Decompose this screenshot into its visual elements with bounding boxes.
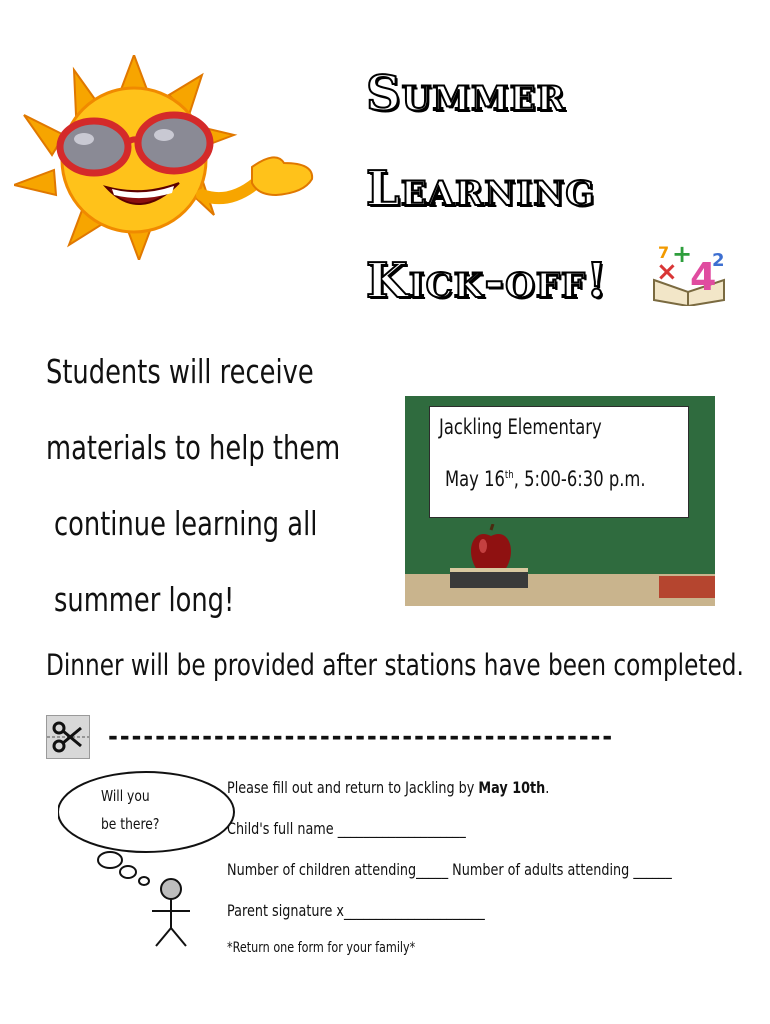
- sun-with-sunglasses-icon: [14, 55, 324, 260]
- form-instruction-suffix: .: [545, 778, 550, 797]
- cut-line: -------------------------------------------: [108, 722, 615, 752]
- svg-text:7: 7: [658, 243, 670, 262]
- return-note: *Return one form for your family*: [227, 940, 416, 956]
- event-date: May 16: [445, 467, 505, 491]
- chalk-box: [659, 576, 715, 598]
- scissors-box: [46, 715, 90, 759]
- attendance-field: Number of children attending_____ Number of adults attending ______: [227, 860, 672, 879]
- thought-line-1: Will you: [101, 787, 150, 805]
- stick-figure-icon: [148, 878, 194, 948]
- math-book-icon: [650, 240, 730, 306]
- dinner-note: Dinner will be provided after stations have been completed.: [46, 648, 744, 682]
- svg-text:×: ×: [656, 257, 678, 287]
- title-line-1: Summer: [366, 66, 566, 122]
- chalkboard-image: [405, 396, 715, 606]
- eraser: [450, 568, 528, 588]
- intro-line-3: continue learning all: [54, 504, 318, 543]
- thought-line-2: be there?: [101, 815, 160, 833]
- event-date-suffix: th: [504, 468, 514, 481]
- child-name-field: Child's full name ____________________: [227, 819, 466, 838]
- intro-line-4: summer long!: [54, 580, 235, 619]
- svg-text:+: +: [672, 240, 693, 268]
- title-line-3: Kick-off!: [366, 253, 609, 309]
- event-info-panel: [429, 406, 689, 518]
- scissors-icon: [47, 716, 89, 758]
- event-location: Jackling Elementary: [439, 415, 602, 439]
- intro-line-1: Students will receive: [46, 352, 314, 391]
- signature-field: Parent signature x______________________: [227, 901, 485, 920]
- svg-text:2: 2: [712, 250, 725, 271]
- form-instruction: [227, 778, 549, 797]
- title-line-2: Learning: [366, 161, 596, 217]
- form-instruction-prefix: Please fill out and return to Jackling by: [227, 778, 479, 797]
- event-time: , 5:00-6:30 p.m.: [513, 467, 646, 491]
- svg-text:4: 4: [690, 255, 717, 299]
- event-datetime: [445, 467, 646, 491]
- intro-line-2: materials to help them: [46, 428, 341, 467]
- form-return-date: May 10th: [478, 778, 546, 797]
